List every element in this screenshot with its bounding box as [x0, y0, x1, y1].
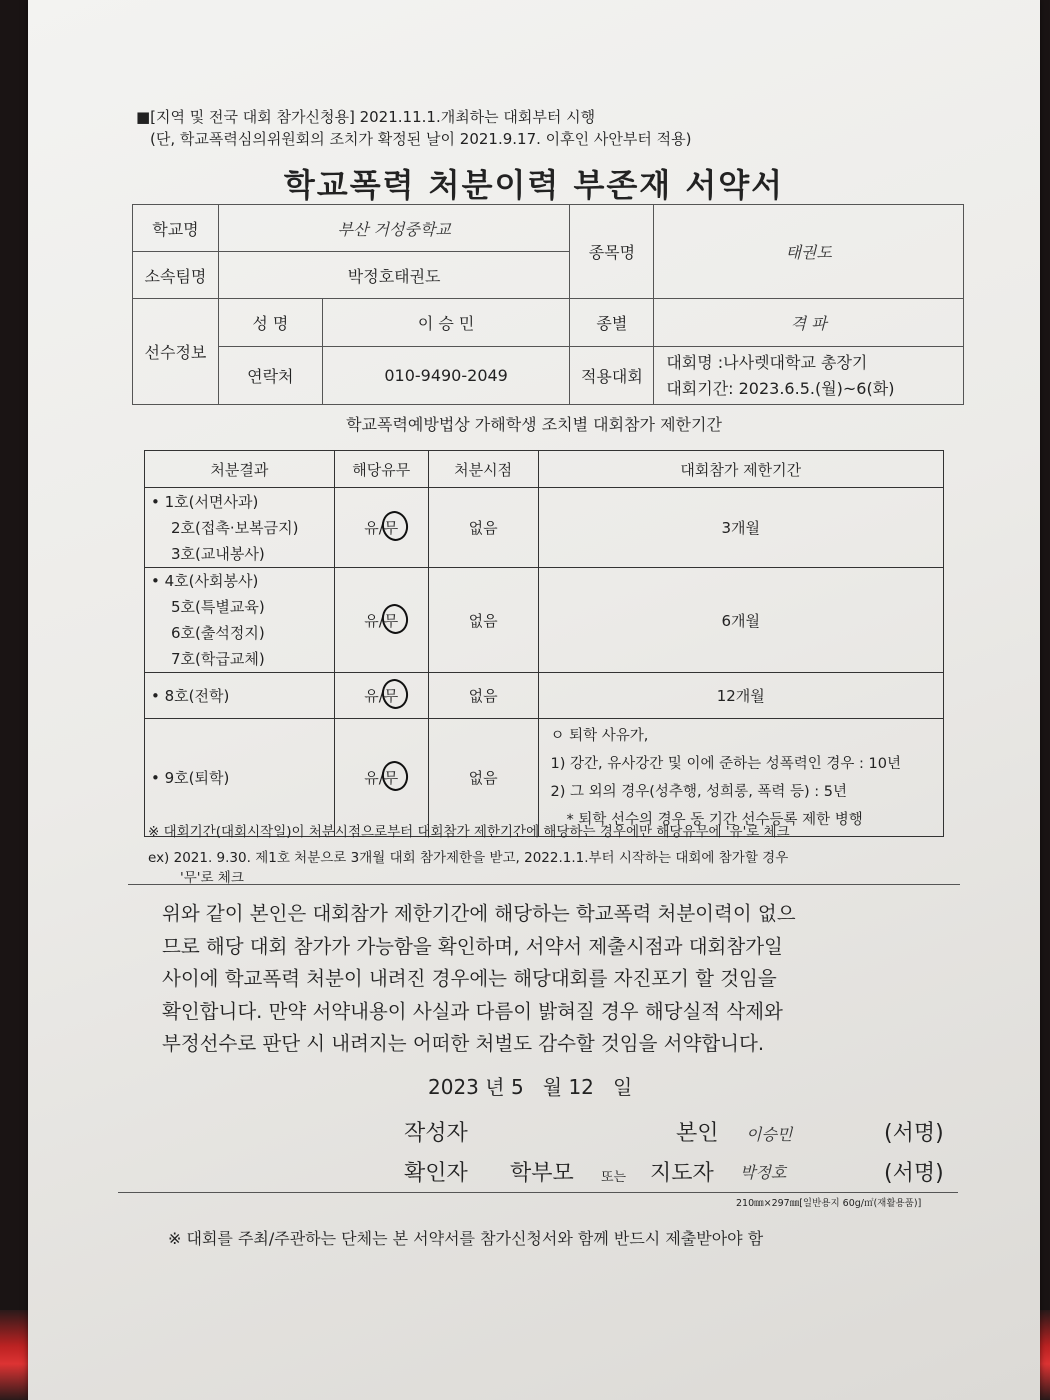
notice-line-1: ■[지역 및 전국 대회 참가신청용] 2021.11.1.개최하는 대회부터 시행 [136, 108, 596, 126]
note-2: ex) 2021. 9.30. 제1호 처분으로 3개월 대회 참가제한을 받고, 2022.1.1.부터 시작하는 대회에 참가할 경우 [148, 850, 789, 866]
expulsion-rule: ㅇ 퇴학 사유가, [550, 727, 649, 744]
competition-name: 대회명 :나사렛대학교 총장기 [666, 352, 868, 372]
school-value: 부산 거성중학교 [218, 205, 570, 252]
timing-value: 없음 [428, 568, 538, 673]
note-3: '무'로 체크 [180, 870, 244, 886]
name-value: 이 승 민 [322, 299, 570, 347]
timing-value: 없음 [428, 719, 538, 837]
pledge-line: 부정선수로 판단 시 내려지는 어떠한 처벌도 감수할 것임을 서약합니다. [162, 1032, 765, 1055]
restriction-subtitle: 학교폭력예방법상 가해학생 조치별 대회참가 제한기간 [346, 415, 722, 434]
document-page [28, 0, 1040, 1400]
sanction-item: • 1호(서면사과) [151, 492, 259, 511]
sanction-item: 7호(학급교체) [171, 650, 265, 668]
sanction-item: 3호(교내봉사) [171, 544, 265, 563]
coach-signature: 박정호 [740, 1163, 787, 1182]
paper-spec: 210㎜×297㎜[일반용지 60g/㎡(재활용품)] [736, 1198, 922, 1209]
note-1: ※ 대회기간(대회시작일)이 처분시점으로부터 대회참가 제한기간에 해당하는 경우에만 해당유무에 '유'로 체크 [148, 824, 790, 840]
col-header-yn: 해당유무 [334, 451, 428, 488]
expulsion-rule: 2) 그 외의 경우(성추행, 성희롱, 폭력 등) : 5년 [550, 783, 848, 800]
parent-label: 학부모 [510, 1161, 574, 1186]
info-table [132, 204, 964, 405]
notice-line-2: (단, 학교폭력심의위원회의 조치가 확정된 날이 2021.9.17. 이후인 사안부터 적용) [150, 130, 692, 148]
pledge-line: 위와 같이 본인은 대회참가 제한기간에 해당하는 학교폭력 처분이력이 없으 [162, 902, 796, 925]
contact-label: 연락처 [218, 347, 322, 405]
coach-label: 지도자 [650, 1161, 714, 1186]
final-note: ※ 대회를 주최/주관하는 단체는 본 서약서를 참가신청서와 함께 반드시 제출받아야 함 [168, 1229, 764, 1248]
pledge-text [162, 898, 952, 1061]
sanction-item: 5호(특별교육) [171, 598, 265, 616]
self-signature: 이승민 [746, 1125, 793, 1144]
yn-check[interactable]: 유/무 [364, 519, 399, 537]
self-label: 본인 [676, 1121, 719, 1146]
expulsion-rule: * 퇴학 선수의 경우 동 기간 선수등록 제한 병행 [566, 811, 863, 828]
page-title: 학교폭력 처분이력 부존재 서약서 [283, 166, 785, 204]
date-month: 5 [510, 1075, 524, 1099]
pledge-line: 확인합니다. 만약 서약내용이 사실과 다름이 밝혀질 경우 해당실적 삭제와 [162, 999, 783, 1023]
yn-check[interactable]: 유/무 [364, 611, 399, 630]
school-label: 학교명 [133, 205, 219, 252]
period-value: 12개월 [538, 673, 943, 719]
table-row [145, 568, 944, 673]
sanction-item: • 8호(전학) [151, 686, 230, 705]
event-label: 종목명 [570, 205, 654, 299]
player-label: 선수정보 [133, 299, 219, 405]
category-label: 종별 [570, 299, 654, 347]
date-year: 2023 [428, 1075, 479, 1099]
date-line [428, 1071, 632, 1100]
yn-check[interactable]: 유/무 [364, 687, 399, 705]
sign-label-1: (서명) [884, 1121, 944, 1146]
sign-label-2: (서명) [884, 1161, 944, 1186]
competition-period: 대회기간: 2023.6.5.(월)~6(화) [666, 378, 895, 398]
pledge-line: 므로 해당 대회 참가가 가능함을 확인하며, 서약서 제출시점과 대회참가일 [162, 934, 783, 958]
applied-label: 적용대회 [570, 347, 654, 405]
timing-value: 없음 [428, 488, 538, 568]
divider [118, 1192, 958, 1193]
event-value: 태권도 [654, 205, 964, 299]
col-header-timing: 처분시점 [428, 451, 538, 488]
contact-value: 010-9490-2049 [322, 347, 570, 405]
period-value: 6개월 [538, 568, 943, 673]
name-label: 성 명 [218, 299, 322, 347]
expulsion-rule: 1) 강간, 유사강간 및 이에 준하는 성폭력인 경우 : 10년 [550, 755, 901, 772]
table-row [145, 488, 944, 568]
col-header-result: 처분결과 [145, 451, 335, 488]
pledge-line: 사이에 학교폭력 처분이 내려진 경우에는 해당대회를 자진포기 할 것임을 [162, 967, 777, 990]
team-label: 소속팀명 [133, 252, 219, 299]
table-row [145, 673, 944, 719]
team-value: 박정호태권도 [218, 252, 570, 299]
writer-label: 작성자 [404, 1121, 468, 1146]
confirmer-label: 확인자 [404, 1161, 468, 1186]
yn-check[interactable]: 유/무 [364, 769, 399, 787]
period-value: 3개월 [538, 488, 943, 568]
category-value: 격 파 [654, 299, 964, 347]
col-header-period: 대회참가 제한기간 [538, 451, 943, 488]
date-day: 12 [568, 1075, 594, 1099]
date-year-label: 년 [485, 1075, 505, 1099]
sanction-item: • 4호(사회봉사) [151, 572, 259, 590]
or-label: 또는 [601, 1170, 627, 1185]
table-row [145, 719, 944, 837]
timing-value: 없음 [428, 673, 538, 719]
sanction-item: 2호(접촉·보복금지) [171, 518, 299, 537]
date-month-label: 월 [542, 1075, 563, 1099]
sanction-item: • 9호(퇴학) [151, 768, 230, 787]
restriction-table [144, 450, 944, 837]
sanction-item: 6호(출석정지) [171, 624, 265, 642]
divider [128, 884, 960, 885]
date-day-label: 일 [612, 1075, 633, 1099]
